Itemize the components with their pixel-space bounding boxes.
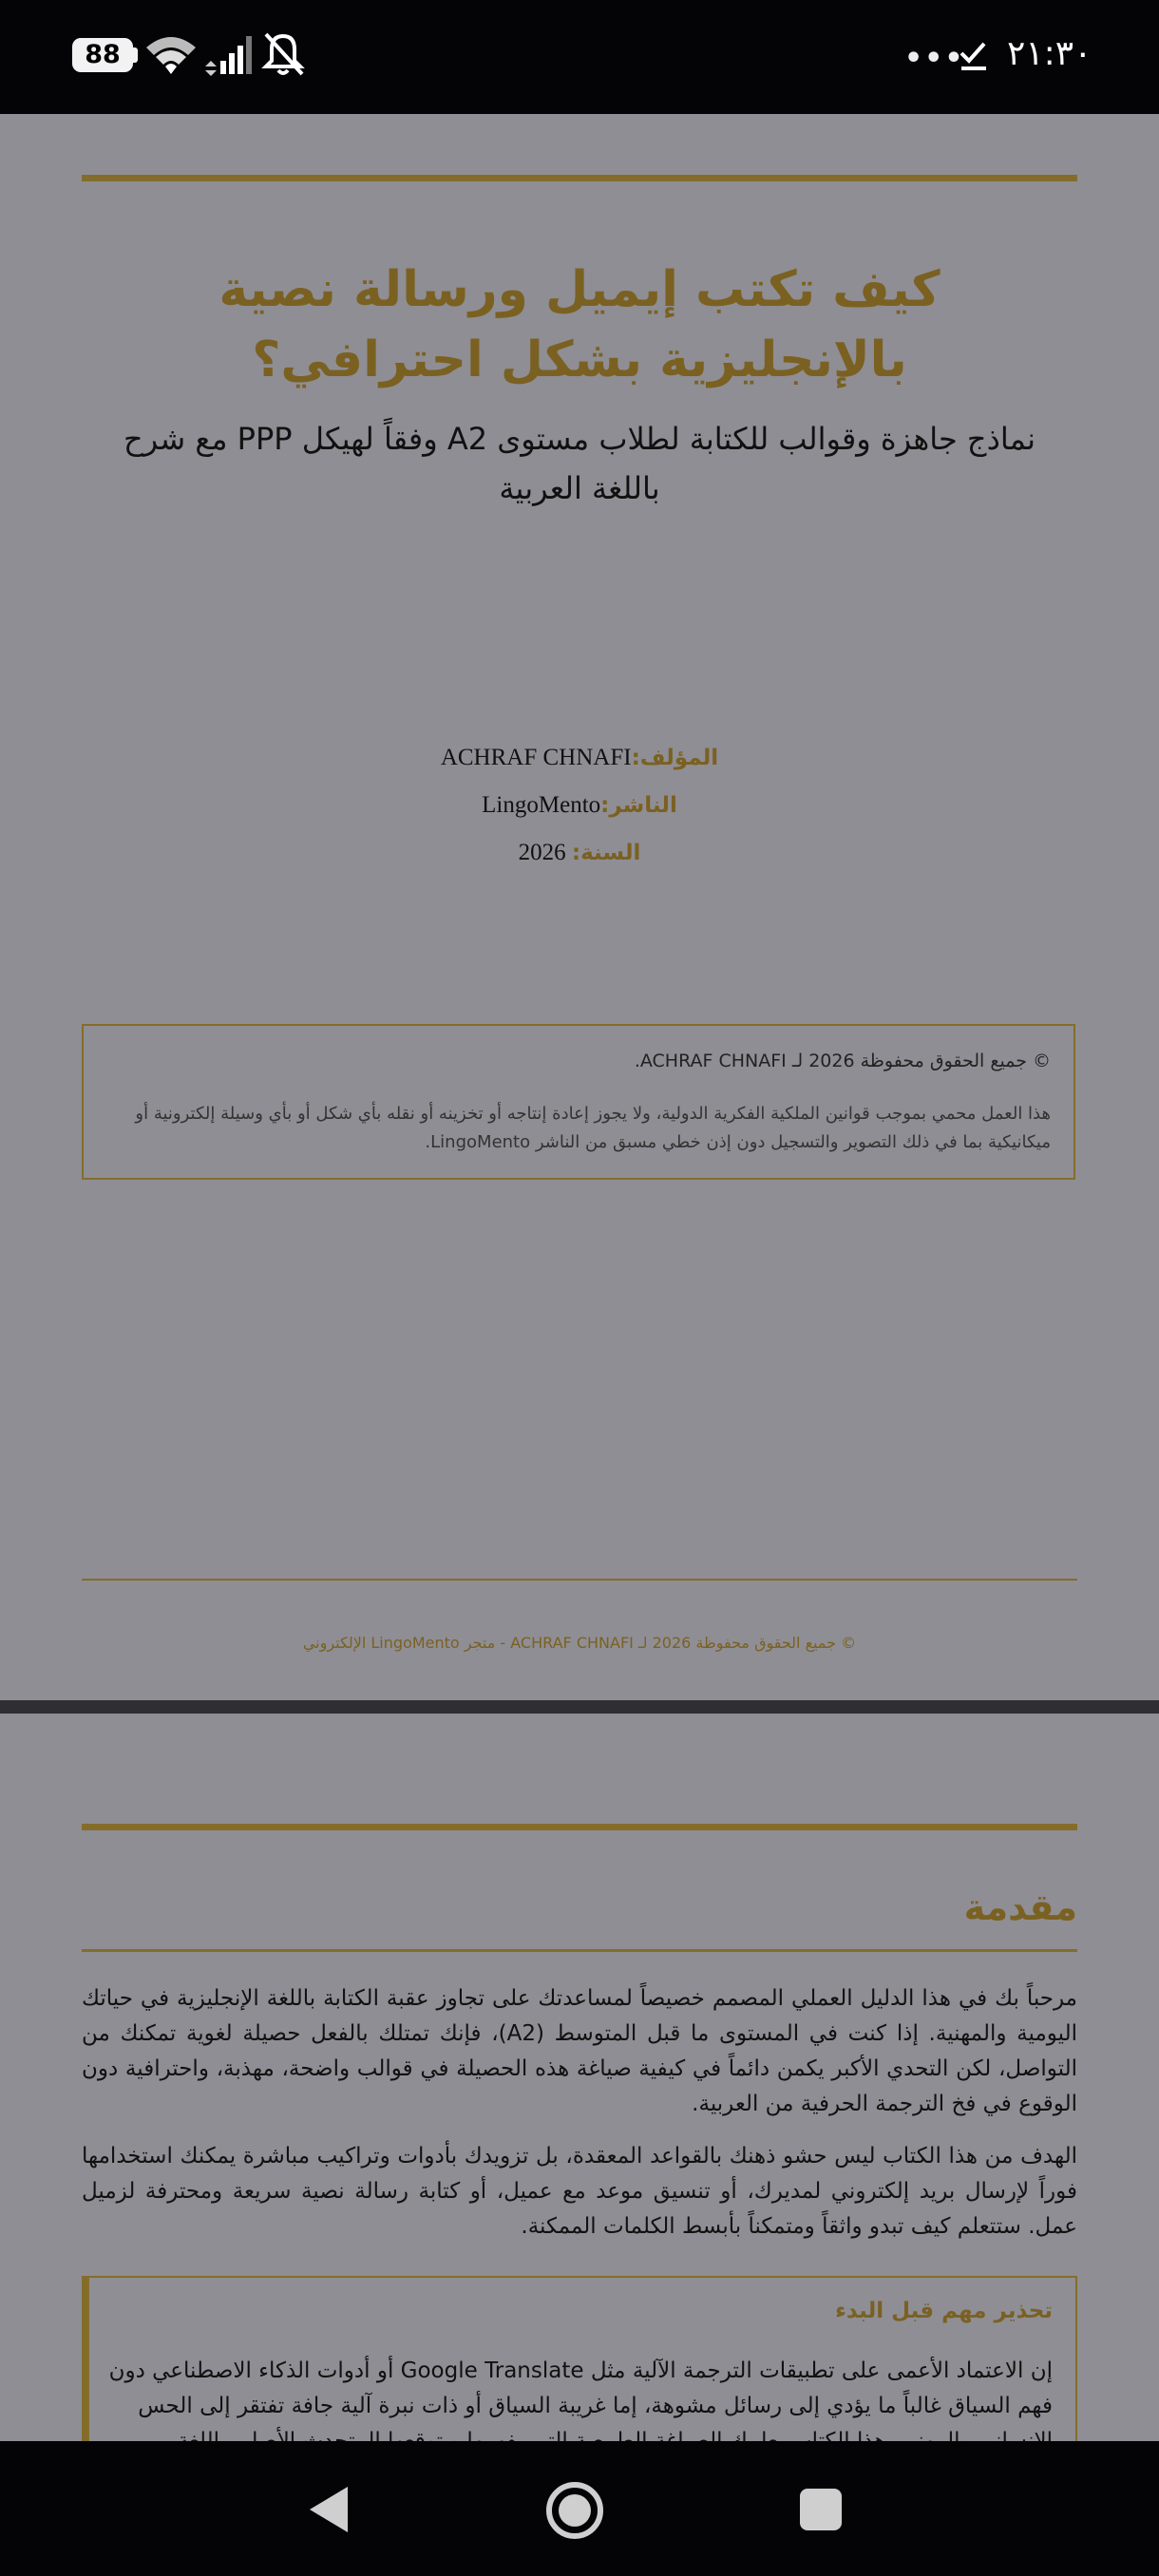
author-name: ACHRAF CHNAFI [440, 745, 632, 770]
subtitle-line-2: باللغة العربية [499, 470, 660, 506]
battery-indicator: 88 [72, 38, 133, 72]
title-line-2: بالإنجليزية بشكل احترافي؟ [252, 331, 907, 388]
publisher-label: الناشر: [600, 793, 677, 818]
intro-paragraph-1: مرحباً بك في هذا الدليل العملي المصمم خصيصاً لمساعدتك على تجاوز عقبة الكتابة باللغة الإنجليزية في حياتك اليومية والمهنية. إذا كنت في المستوى ما قبل المتوسط (A2)، فإنك تمتلك بالفعل حصيلة لغوية تمكنك من التواصل، لكن التحدي الأكبر يكمن دائماً في كيفية صياغة هذه الحصيلة في قوالب واضحة، مهذبة، واحترافية دون الوقوع في فخ الترجمة الحرفية من العربية. [82, 1986, 1077, 2116]
copyright-box [82, 1024, 1075, 1180]
check-icon [958, 40, 990, 72]
recent-apps-icon[interactable] [800, 2489, 842, 2530]
signal-icon [205, 34, 253, 76]
copyright-line: © جميع الحقوق محفوظة 2026 لـ ACHRAF CHNAFI. [634, 1051, 1051, 1071]
year-line [0, 840, 1159, 866]
book-title [82, 255, 1077, 395]
clock: ٢١:٣٠ [1007, 34, 1092, 73]
warning-text: إن الاعتماد الأعمى على تطبيقات الترجمة الآلية مثل Google Translate أو أدوات الذكاء الاصطناعي دون فهم السياق غالباً ما يؤدي إلى رسائل مشوهة، إما غريبة السياق أو ذات نبرة آلية جافة تفتقر إلى الحس [108, 2358, 1053, 2418]
footer-rule [82, 1579, 1077, 1581]
battery-tip [133, 47, 138, 63]
year-label: السنة: [571, 841, 641, 865]
section-heading: مقدمة [963, 1886, 1077, 1928]
more-dots-icon: ••• [904, 42, 965, 75]
intro-paragraph-2: الهدف من هذا الكتاب ليس حشو ذهنك بالقواعد المعقدة، بل تزويدك بأدوات وتراكيب مباشرة يمكنك استخدامها فوراً لإرسال بريد إلكتروني لمديرك، أو تنسيق موعد مع عميل، أو كتابة رسالة نصية سريعة ومحترفة لزميل عمل. ستتعلم كيف تبدو واثقاً ومتمكناً بأبسط الكلمات الممكنة. [82, 2144, 1077, 2239]
warning-title: تحذير مهم قبل البدء [835, 2299, 1053, 2323]
publisher-name: LingoMento [482, 792, 601, 818]
page-separator [0, 1700, 1159, 1714]
author-line [0, 745, 1159, 771]
back-icon[interactable] [304, 2483, 353, 2536]
title-line-1: كيف تكتب إيميل ورسالة نصية [218, 261, 940, 318]
heading-underline [82, 1949, 1077, 1952]
wifi-icon [144, 32, 198, 78]
top-rule [82, 175, 1077, 181]
book-subtitle [104, 414, 1054, 513]
publisher-line [0, 792, 1159, 819]
author-label: المؤلف: [631, 746, 719, 770]
page2-top-rule [82, 1824, 1077, 1830]
copyright-notice: هذا العمل محمي بموجب قوانين الملكية الفكرية الدولية، ولا يجوز إعادة إنتاجه أو تخزينه أو نقله بأي شكل أو بأي وسيلة إلكترونية أو ميكانيكية بما في ذلك التصوير والتسجيل دون إذن خطي مسبق من الناشر LingoMento. [135, 1104, 1051, 1152]
subtitle-line-1: نماذج جاهزة وقوالب للكتابة لطلاب مستوى A2 وفقاً لهيكل PPP مع شرح [124, 421, 1036, 457]
footer-note: © جميع الحقوق محفوظة 2026 لـ ACHRAF CHNAFI - متجر LingoMento الإلكتروني [302, 1634, 857, 1652]
status-bar [0, 0, 1159, 114]
year-value: 2026 [518, 840, 566, 865]
home-icon[interactable] [545, 2481, 604, 2540]
document-viewer[interactable] [0, 114, 1159, 2441]
muted-bell-icon [260, 30, 306, 78]
